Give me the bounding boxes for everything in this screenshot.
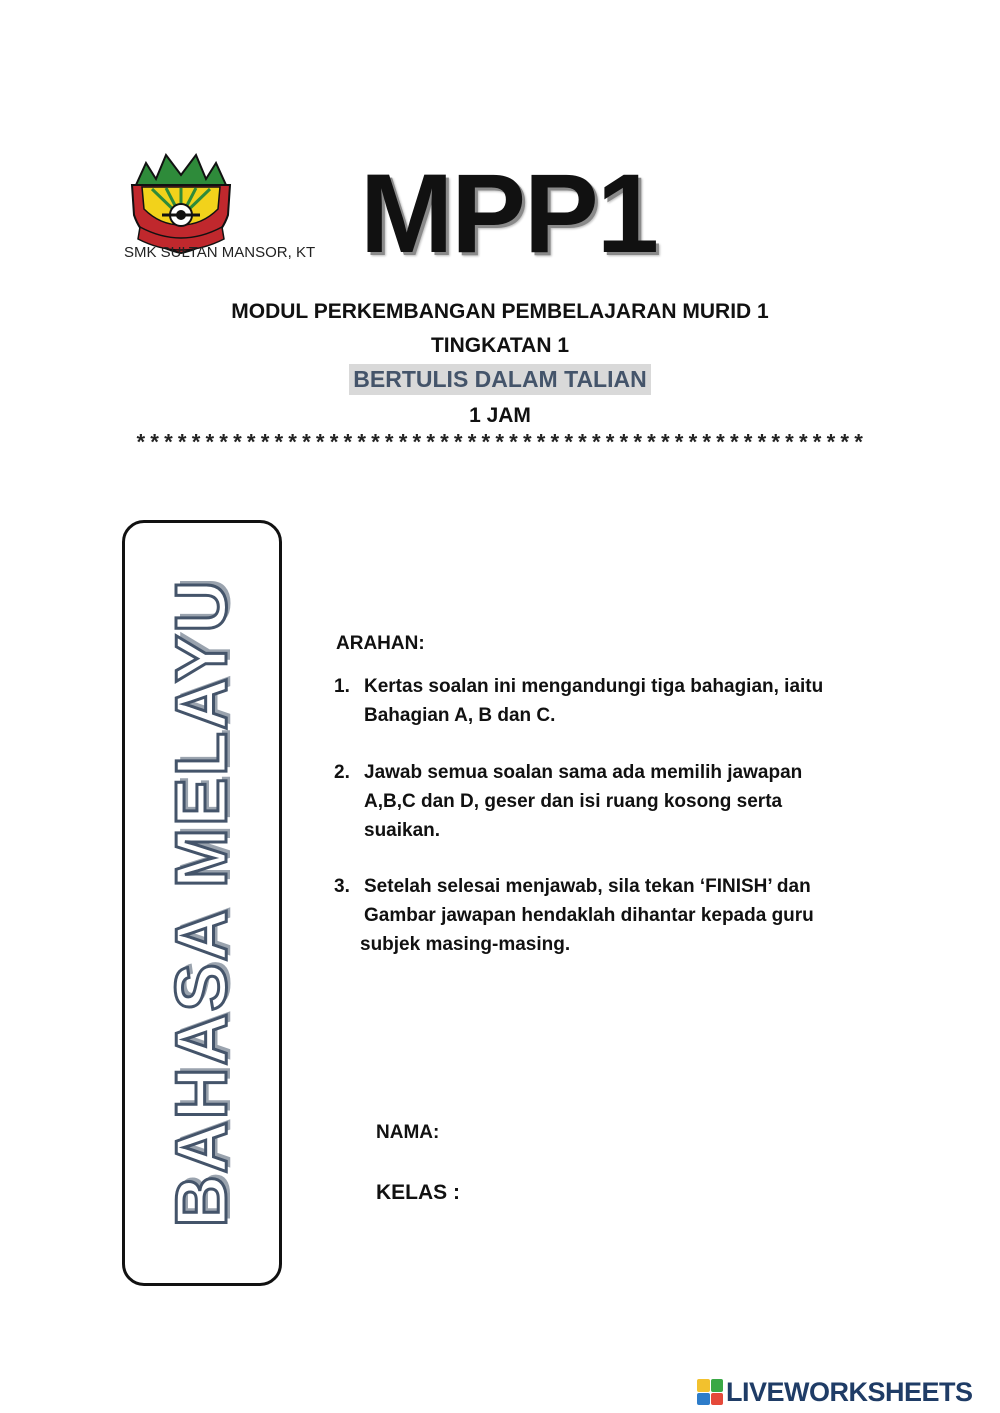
instruction-item xyxy=(334,672,904,730)
instruction-item xyxy=(334,872,904,959)
instruction-text: A,B,C dan D, geser dan isi ruang kosong serta xyxy=(364,791,783,812)
instruction-number: 1. xyxy=(334,676,350,697)
subject-title: BAHASA MELAYU xyxy=(162,578,242,1228)
exam-duration: 1 JAM xyxy=(469,404,531,427)
brand-icon xyxy=(697,1379,723,1405)
exam-mode: BERTULIS DALAM TALIAN xyxy=(349,364,650,395)
exam-mode-wrapper xyxy=(0,364,1000,395)
module-name: MODUL PERKEMBANGAN PEMBELAJARAN MURID 1 xyxy=(231,300,769,323)
instruction-text: Kertas soalan ini mengandungi tiga bahagian, iaitu xyxy=(364,676,824,697)
liveworksheets-brand[interactable] xyxy=(697,1377,973,1407)
instruction-item xyxy=(334,758,904,845)
brand-text: LIVEWORKSHEETS xyxy=(726,1376,973,1407)
page-title: MPP1 xyxy=(360,151,657,276)
instruction-text: Setelah selesai menjawab, sila tekan ‘FINISH’ dan xyxy=(364,876,811,897)
school-name: SMK SULTAN MANSOR, KT xyxy=(124,244,316,261)
form-level: TINGKATAN 1 xyxy=(430,334,570,357)
name-field-label: NAMA: xyxy=(376,1122,440,1143)
instruction-text: Gambar jawapan hendaklah dihantar kepada guru xyxy=(364,905,814,926)
school-crest-logo xyxy=(122,145,240,257)
instruction-text: Bahagian A, B dan C. xyxy=(364,705,556,726)
instruction-number: 3. xyxy=(334,876,350,897)
instruction-text: suaikan. xyxy=(364,820,441,841)
instruction-text: subjek masing-masing. xyxy=(360,934,571,955)
instructions-title: ARAHAN: xyxy=(336,633,425,654)
separator-line: ***************************************************** xyxy=(134,432,866,457)
instruction-number: 2. xyxy=(334,762,350,783)
class-field-label: KELAS : xyxy=(376,1181,460,1204)
instruction-text: Jawab semua soalan sama ada memilih jawapan xyxy=(364,762,803,783)
subject-box xyxy=(122,520,282,1286)
